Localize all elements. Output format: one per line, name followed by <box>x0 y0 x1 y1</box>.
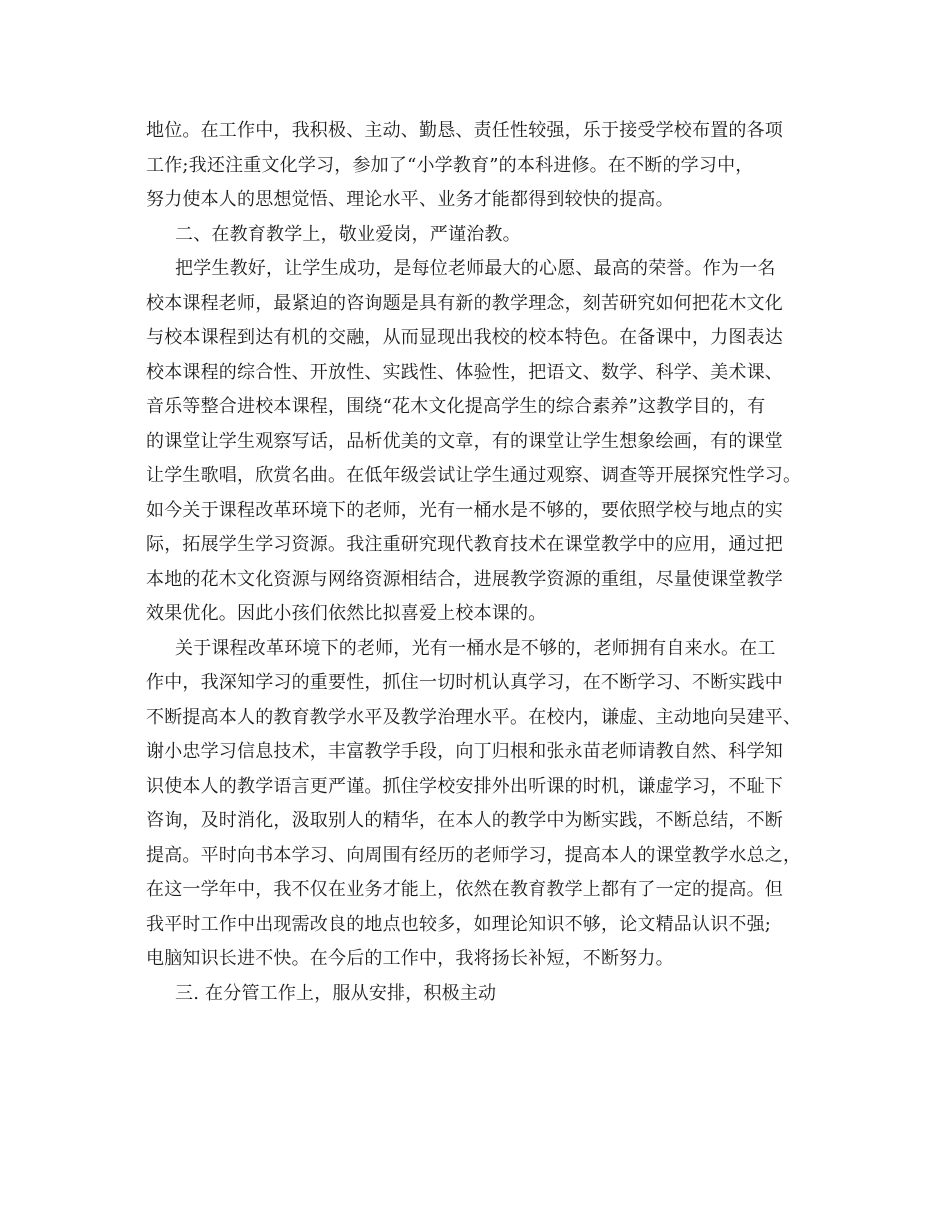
document-line: 校本课程老师，最紧迫的咨询题是具有新的教学理念，刻苦研究如何把花木文化 <box>146 292 783 314</box>
document-line: 在这一学年中，我不仅在业务才能上，依然在教育教学上都有了一定的提高。但 <box>146 879 783 900</box>
document-line: 际，拓展学生学习资源。我注重研究现代教育技术在课堂教学中的应用，通过把 <box>146 534 783 555</box>
document-line: 工作;我还注重文化学习，参加了“小学教育”的本科进修。在不断的学习中， <box>146 154 754 176</box>
document-line: 的课堂让学生观察写话，品析优美的文章，有的课堂让学生想象绘画，有的课堂 <box>146 430 783 452</box>
document-line: 如今关于课程改革环境下的老师，光有一桶水是不够的，要依照学校与地点的实 <box>146 499 783 521</box>
document-line: 谢小忠学习信息技术，丰富教学手段，向丁归根和张永苗老师请教自然、科学知 <box>146 741 783 762</box>
document-line: 校本课程的综合性、开放性、实践性、体验性，把语文、数学、科学、美术课、 <box>146 361 783 383</box>
document-line: 提高。平时向书本学习、向周围有经历的老师学习，提高本人的课堂教学水总之， <box>146 844 802 866</box>
document-line: 作中，我深知学习的重要性，抓住一切时机认真学习，在不断学习、不断实践中 <box>146 672 783 693</box>
document-line: 让学生歌唱，欣赏名曲。在低年级尝试让学生通过观察、调查等开展探究性学习。 <box>146 465 802 486</box>
document-line: 音乐等整合进校本课程，围绕“花木文化提高学生的综合素养”这教学目的，有 <box>146 396 766 417</box>
document-body <box>146 114 816 1011</box>
document-line: 把学生教好，让学生成功，是每位老师最大的心愿、最高的荣誉。作为一名 <box>175 258 776 279</box>
document-line: 三. 在分管工作上，服从安排，积极主动 <box>175 982 497 1004</box>
document-line: 识使本人的教学语言更严谨。抓住学校安排外出听课的时机，谦虚学习，不耻下 <box>146 775 783 797</box>
document-line: 我平时工作中出现需改良的地点也较多，如理论知识不够，论文精品认识不强; <box>146 913 772 935</box>
document-line: 努力使本人的思想觉悟、理论水平、业务才能都得到较快的提高。 <box>146 189 674 210</box>
document-line: 咨询，及时消化，汲取别人的精华，在本人的教学中为断实践，不断总结，不断 <box>146 810 783 831</box>
document-line: 电脑知识长进不快。在今后的工作中，我将扬长补短，不断努力。 <box>146 948 674 969</box>
document-line: 关于课程改革环境下的老师，光有一桶水是不够的，老师拥有自来水。在工 <box>175 637 776 659</box>
document-line: 地位。在工作中，我积极、主动、勤恳、责任性较强，乐于接受学校布置的各项 <box>146 120 783 141</box>
document-line: 效果优化。因此小孩们依然比拟喜爱上校本课的。 <box>146 603 547 624</box>
document-line: 不断提高本人的教育教学水平及教学治理水平。在校内，谦虚、主动地向吴建平、 <box>146 706 802 728</box>
document-line: 本地的花木文化资源与网络资源相结合，进展教学资源的重组，尽量使课堂教学 <box>146 568 783 590</box>
document-line: 与校本课程到达有机的交融，从而显现出我校的校本特色。在备课中，力图表达 <box>146 327 783 348</box>
document-line: 二、在教育教学上，敬业爱岗，严谨治教。 <box>175 223 521 245</box>
